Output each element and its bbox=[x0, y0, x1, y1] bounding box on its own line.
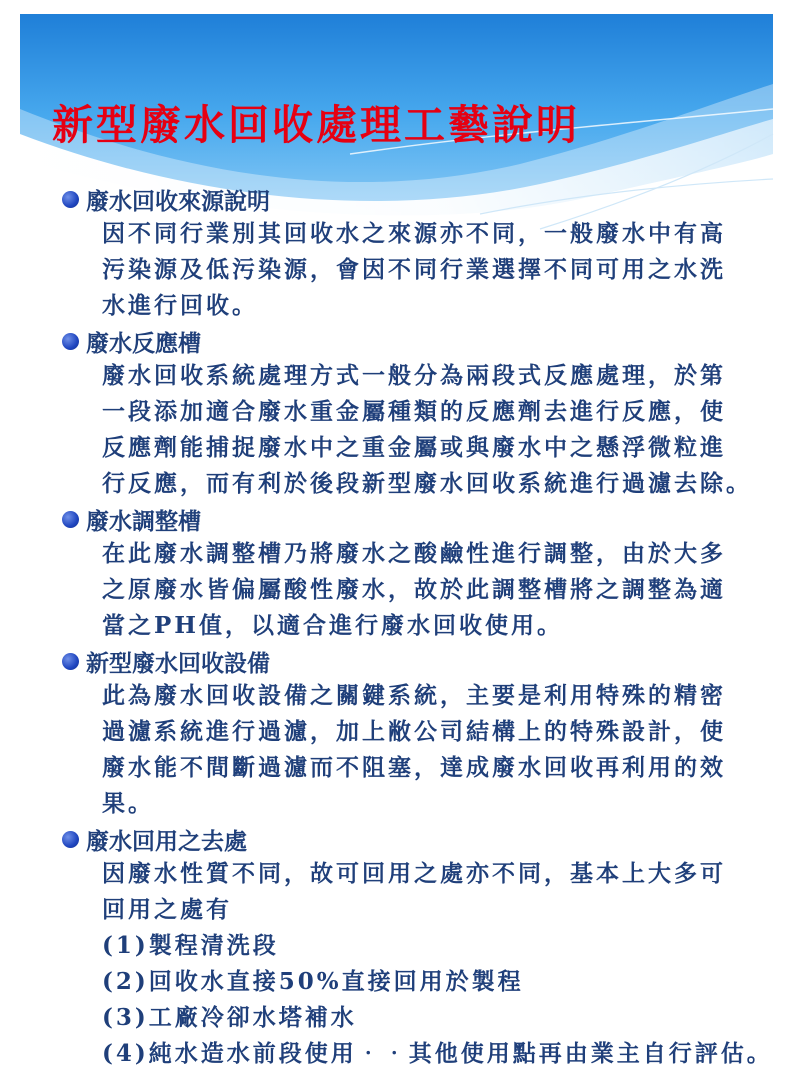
body-line: 在此廢水調整槽乃將廢水之酸鹼性進行調整，由於大多 bbox=[102, 540, 726, 567]
body-line: 之原廢水皆偏屬酸性廢水，故於此調整槽將之調整為適 bbox=[102, 576, 726, 603]
body-line: 過濾系統進行過濾，加上敝公司結構上的特殊設計，使 bbox=[102, 718, 726, 745]
body-line: 行反應，而有利於後段新型廢水回收系統進行過濾去除。 bbox=[102, 470, 752, 497]
section-heading-text: 廢水回收來源說明 bbox=[86, 187, 270, 215]
body-line: 廢水回收系統處理方式一般分為兩段式反應處理，於第 bbox=[102, 362, 726, 389]
list-item: (3)工廠冷卻水塔補水 bbox=[102, 1004, 357, 1031]
section-heading bbox=[62, 182, 777, 216]
body-line: 回用之處有 bbox=[102, 896, 232, 923]
body-line: 此為廢水回收設備之關鍵系統，主要是利用特殊的精密 bbox=[102, 682, 726, 709]
section-recycling-equipment bbox=[62, 644, 777, 822]
section-heading bbox=[62, 644, 777, 678]
body-line: 當之PH值，以適合進行廢水回收使用。 bbox=[102, 612, 564, 639]
section-heading-text: 新型廢水回收設備 bbox=[86, 649, 270, 677]
section-heading-text: 廢水反應槽 bbox=[86, 329, 201, 357]
section-heading bbox=[62, 502, 777, 536]
bullet-icon bbox=[62, 653, 79, 670]
body-line: 污染源及低污染源，會因不同行業選擇不同可用之水洗 bbox=[102, 256, 726, 283]
section-reaction-tank bbox=[62, 324, 777, 502]
list-item: (2)回收水直接50%直接回用於製程 bbox=[102, 968, 524, 995]
bullet-icon bbox=[62, 511, 79, 528]
bullet-icon bbox=[62, 333, 79, 350]
body-line: 果。 bbox=[102, 790, 154, 817]
section-body bbox=[102, 216, 777, 324]
body-line: 水進行回收。 bbox=[102, 292, 258, 319]
section-adjustment-tank bbox=[62, 502, 777, 644]
section-body bbox=[102, 678, 777, 822]
bullet-icon bbox=[62, 191, 79, 208]
page-title: 新型廢水回收處理工藝說明 bbox=[52, 101, 580, 149]
body-line: 一段添加適合廢水重金屬種類的反應劑去進行反應，使 bbox=[102, 398, 726, 425]
section-body bbox=[102, 536, 777, 644]
section-heading bbox=[62, 324, 777, 358]
section-body bbox=[102, 358, 777, 502]
section-body bbox=[102, 856, 777, 1072]
section-heading-text: 廢水回用之去處 bbox=[86, 827, 247, 855]
body-line: 反應劑能捕捉廢水中之重金屬或與廢水中之懸浮微粒進 bbox=[102, 434, 726, 461]
section-source bbox=[62, 182, 777, 324]
body-line: 因不同行業別其回收水之來源亦不同，一般廢水中有高 bbox=[102, 220, 726, 247]
list-item: (1)製程清洗段 bbox=[102, 932, 279, 959]
section-reuse-destinations bbox=[62, 822, 777, 1072]
list-item: (4)純水造水前段使用‧‧其他使用點再由業主自行評估。 bbox=[102, 1040, 773, 1067]
slide bbox=[20, 14, 773, 1067]
body-line: 因廢水性質不同，故可回用之處亦不同，基本上大多可 bbox=[102, 860, 726, 887]
section-heading bbox=[62, 822, 777, 856]
content bbox=[62, 182, 777, 1072]
section-heading-text: 廢水調整槽 bbox=[86, 507, 201, 535]
body-line: 廢水能不間斷過濾而不阻塞，達成廢水回收再利用的效 bbox=[102, 754, 726, 781]
bullet-icon bbox=[62, 831, 79, 848]
